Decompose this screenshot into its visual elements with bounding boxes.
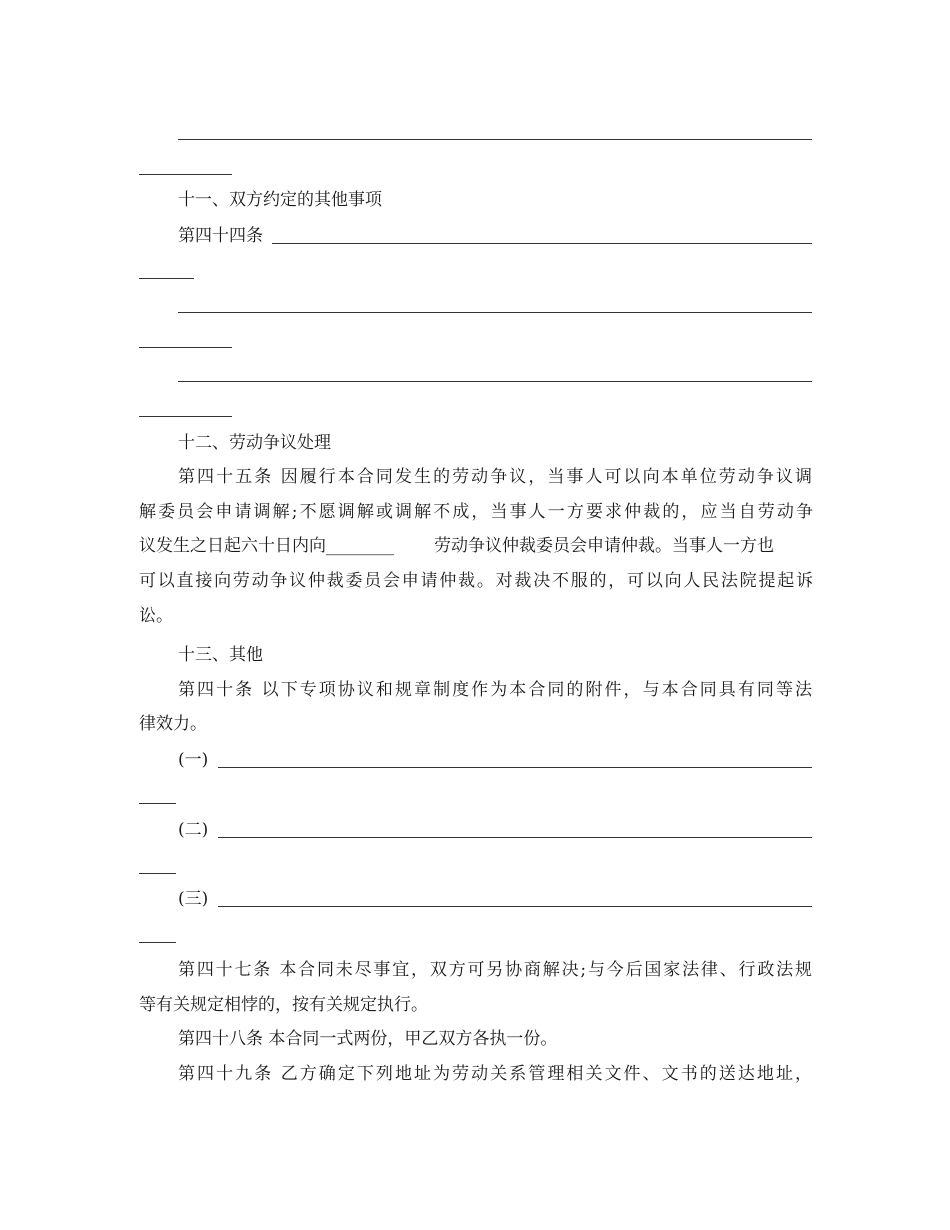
fill-in-line [218, 837, 812, 838]
article-40-line: 律效力。 [139, 714, 207, 734]
fill-in-line-tail [139, 803, 176, 804]
article-40-line: 第四十条 以下专项协议和规章制度作为本合同的附件，与本合同具有同等法 [178, 680, 812, 700]
fill-in-line [272, 243, 812, 244]
fill-in-line [218, 767, 812, 768]
blank-line [178, 139, 812, 140]
article-48-line: 第四十八条 本合同一式两份，甲乙双方各执一份。 [178, 1029, 558, 1049]
article-45-line: 讼。 [139, 606, 173, 626]
article-45-line: 可以直接向劳动争议仲裁委员会申请仲裁。对裁决不服的，可以向人民法院提起诉 [139, 571, 813, 591]
section-heading-13: 十三、其他 [178, 645, 263, 665]
fill-in-line-tail [139, 278, 194, 279]
article-44-label: 第四十四条 [178, 226, 263, 246]
section-heading-12: 十二、劳动争议处理 [178, 433, 331, 453]
section-heading-11: 十一、双方约定的其他事项 [178, 190, 382, 210]
article-45-line: 第四十五条 因履行本合同发生的劳动争议，当事人可以向本单位劳动争议调 [178, 467, 812, 487]
fill-in-line-tail [139, 873, 176, 874]
article-47-line: 第四十七条 本合同未尽事宜，双方可另协商解决;与今后国家法律、行政法规 [178, 960, 812, 980]
fill-in-line-tail [139, 416, 232, 417]
fill-in-line-tail [139, 347, 232, 348]
fill-in-line [178, 381, 812, 382]
article-49-line: 第四十九条 乙方确定下列地址为劳动关系管理相关文件、文书的送达地址， [178, 1064, 812, 1084]
blank-line-tail [139, 174, 232, 175]
article-45-line: 劳动争议仲裁委员会申请仲裁。当事人一方也 [434, 536, 774, 556]
article-45-line: 解委员会申请调解;不愿调解或调解不成，当事人一方要求仲裁的，应当自劳动争 [139, 502, 813, 522]
fill-in-line [218, 906, 812, 907]
article-45-line: 议发生之日起六十日内向________ [139, 536, 394, 556]
article-47-line: 等有关规定相悖的，按有关规定执行。 [139, 995, 428, 1015]
fill-in-line [178, 312, 812, 313]
attachment-item-label: (三) [178, 889, 209, 909]
attachment-item-label: (一) [178, 750, 209, 770]
fill-in-line-tail [139, 942, 176, 943]
attachment-item-label: (二) [178, 820, 209, 840]
